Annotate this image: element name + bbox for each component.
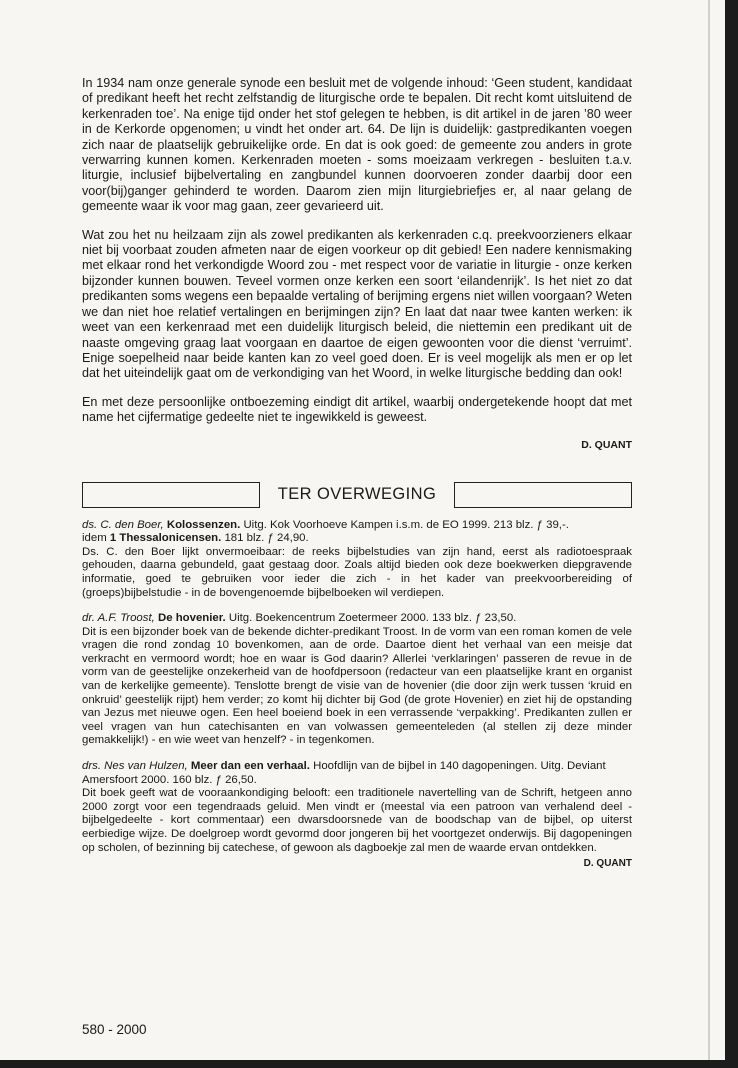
- review-extra-info: 181 blz. ƒ 24,90.: [221, 532, 309, 545]
- review-body: Dit boek geeft wat de vooraankondiging belooft: een traditionele navertelling van de Schrift, hetgeen anno 2000 zorgt voor een tegendraads geluid. Men vindt er (meestal via een patroon van verhalend deel - bijbelgedeelte - kort commentaar) een dwarsdoorsnede van de boodschap van de bijbel, op uiterst eerbiedige wijze. De doelgroep wordt gevormd door jongeren bij het voortgezet onderwijs. Bij dagopeningen op scholen, of bezinning bij catechese, of gewoon als dagboekje zal men de waarde ervan ontdekken.: [82, 787, 632, 854]
- review-author: ds. C. den Boer,: [82, 518, 164, 531]
- page-number: 580 - 2000: [82, 1022, 147, 1037]
- review-title: Meer dan een verhaal.: [190, 760, 310, 773]
- scan-edge-bottom: [0, 1060, 738, 1068]
- article-signature: D. QUANT: [581, 438, 632, 451]
- review-extra-prefix: idem: [82, 532, 110, 545]
- banner-left-box: [82, 482, 260, 508]
- review-info: Uitg. Kok Voorhoeve Kampen i.s.m. de EO 1999. 213 blz. ƒ 39,-.: [240, 518, 569, 531]
- article-paragraph-1: In 1934 nam onze generale synode een besluit met de volgende inhoud: ‘Geen student, kandidaat of predikant heeft het recht zelfstandig de liturgische orde te bepalen. Dit recht komt uitsluitend de kerkenraden toe’. Na enige tijd onder het stof gelegen te hebben, is dit artikel in de jaren ’80 weer in de Kerkorde opgenomen; u vindt het onder art. 64. De lijn is duidelijk: gastpredikanten voegen zich naar de plaatselijk gebruikelijke orde. En dat is ook goed: de gemeente zou anders in grote verwarring kunnen komen. Kerkenraden moeten - soms moeizaam verkregen - besluiten t.a.v. liturgie, inclusief bijbelvertaling en zangbundel kunnen doorvoeren zonder daarbij door een voor(bij)ganger gehinderd te worden. Daarom zien mijn liturgiebriefjes er, al naar gelang de gemeente waar ik voor mag gaan, zeer gevarieerd uit.: [82, 76, 632, 214]
- review-title: De hovenier.: [157, 612, 226, 625]
- reviewer-signature: D. QUANT: [583, 858, 632, 870]
- review-2: [82, 612, 632, 748]
- banner-right-box: [454, 482, 632, 508]
- review-author: dr. A.F. Troost,: [82, 612, 155, 625]
- review-heading: [82, 612, 632, 626]
- review-body: Ds. C. den Boer lijkt onvermoeibaar: de reeks bijbelstudies van zijn hand, eerst als radiotoespraak gehouden, daarna gebundeld, gaat gestaag door. Zoals altijd bieden ook deze boekwerken diepgravende informatie, goed te gebruiken voor ieder die zich - in het kader van preekvoorbereiding of (groeps)bijbelstudie - in de bovengenoemde bijbelboeken wil verdiepen.: [82, 545, 632, 599]
- article-paragraph-2: Wat zou het nu heilzaam zijn als zowel predikanten als kerkenraden c.q. preekvoorzieners elkaar niet bij voorbaat zouden afmeten naar de eigen voorkeur op dit gebied! Een nadere kennismaking met elkaar rond het verkondigde Woord zou - met respect voor de variatie in liturgie - onze kerken bijzonder kunnen bouwen. Teveel vormen onze kerken een soort ‘eilandenrijk’. Is het niet zo dat predikanten soms wegens een bepaalde vertaling of berijming ergens niet willen voorgaan? Weten we dan niet hoe relatief vertalingen en berijmingen zijn? En laat dat naar twee kanten werken: ik weet van een kerkenraad met een duidelijk liturgisch beleid, die niettemin een predikant uit de naaste omgeving graag laat voorgaan en daartoe de eigen gewoonten voor die dienst ‘verruimt’. Enige soepelheid naar beide kanten kan zo veel goed doen. Er is veel mogelijk als men er op let dat het uiteindelijk gaat om de verkondiging van het Woord, in welke liturgische bedding dan ook!: [82, 227, 632, 381]
- section-banner: [82, 481, 632, 509]
- review-extra-title: 1 Thessalonicensen.: [109, 532, 222, 545]
- review-1: [82, 519, 632, 601]
- review-heading: [82, 519, 632, 546]
- scan-edge-right: [725, 0, 738, 1068]
- content: [82, 76, 632, 883]
- article-paragraph-3: En met deze persoonlijke ontboezeming eindigt dit artikel, waarbij ondergetekende hoopt dat met name het cijfermatige gedeelte niet te ingewikkeld is geweest.: [82, 394, 632, 425]
- review-info: Uitg. Boekencentrum Zoetermeer 2000. 133 blz. ƒ 23,50.: [225, 612, 517, 625]
- review-3: [82, 760, 632, 871]
- section-title: TER OVERWEGING: [277, 485, 437, 504]
- review-body: Dit is een bijzonder boek van de bekende dichter-predikant Troost. In de vorm van een roman komen de vele vragen die rond zondag 10 bovenkomen, aan de orde. Daartoe dient het verhaal van een meisje dat verkracht en vermoord wordt; hoe en waar is God daarin? Allerlei ‘verklaringen’ passeren de revue in de vorm van de geestelijke onzekerheid van de hoofdpersoon (redacteur van een plaatselijke krant en organist van de kerkelijke gemeente). Tenslotte brengt de visie van de hovenier (die door zijn werk tussen ‘kruid en onkruid’ geestelijk rijpt) hem verder; zo komt hij dichter bij God (de grote Hovenier) en ziet hij de opstanding van Jezus met nieuwe ogen. Een heel boeiend boek in een verrassende ‘verpakking’. Predikanten zullen er veel vragen van hun catechisanten en van volwassen gemeenteleden (al stellen zij deze minder gemakkelijk!) - en wie weet van henzelf? - in tegenkomen.: [82, 625, 632, 747]
- review-author: drs. Nes van Hulzen,: [82, 760, 188, 773]
- review-info: Hoofdlijn van de bijbel in 140 dagopeningen. Uitg. Deviant Amersfoort 2000. 160 blz. ƒ 26,50.: [82, 760, 606, 786]
- review-heading: [82, 760, 632, 787]
- review-title: Kolossenzen.: [166, 518, 241, 531]
- page-edge-shadow: [708, 0, 710, 1060]
